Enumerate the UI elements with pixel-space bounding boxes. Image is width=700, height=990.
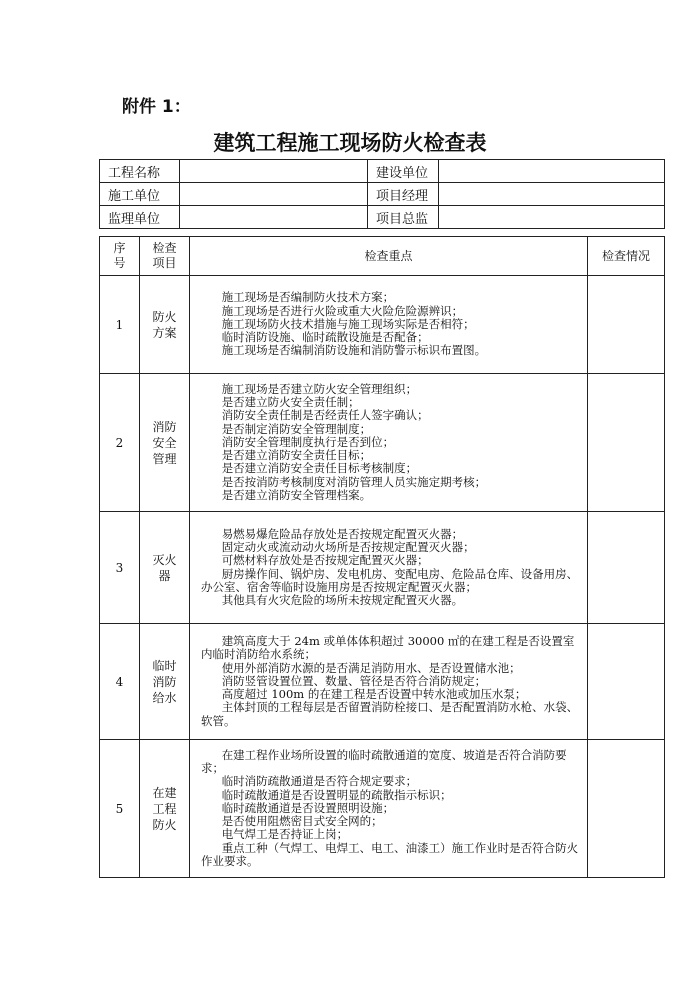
check-point: 临时消防设施、临时疏散设施是否配备； (221, 330, 429, 345)
table-row (100, 624, 665, 740)
check-point: 电气焊工是否持证上岗； (221, 827, 349, 842)
project-director-label: 项目总监 (368, 206, 439, 229)
check-point: 消防竖管设置位置、数量、管径是否符合消防规定； (221, 673, 487, 688)
attachment-label: 附件 1： (122, 97, 191, 117)
col-points-header: 检查重点 (190, 237, 588, 276)
table-row (100, 512, 665, 624)
check-point: 临时消防疏散通道是否符合规定要求； (221, 774, 418, 789)
supervise-unit-label: 监理单位 (100, 206, 180, 229)
table-row (100, 740, 665, 878)
check-point: 消防安全责任制是否经责任人签字确认； (221, 408, 429, 423)
page-title: 建筑工程施工现场防火检查表 (213, 131, 487, 155)
build-unit-value[interactable] (439, 160, 665, 183)
check-point: 施工现场是否编制防火技术方案； (221, 290, 395, 305)
check-point: 施工现场是否进行火险或重大火险危险源辨识； (221, 303, 464, 318)
row-number: 3 (100, 512, 140, 624)
check-point: 施工现场是否编制消防设施和消防警示标识布置图。 (221, 343, 487, 358)
row-points (190, 512, 588, 624)
check-point: 是否使用阻燃密目式安全网的； (221, 814, 383, 829)
row-points (190, 276, 588, 374)
row-number: 2 (100, 374, 140, 512)
project-name-value[interactable] (180, 160, 368, 183)
row-status[interactable] (588, 512, 665, 624)
row-item: 消防 安全 管理 (140, 374, 190, 512)
row-item: 防火 方案 (140, 276, 190, 374)
row-points (190, 624, 588, 740)
row-points (190, 374, 588, 512)
build-unit-label: 建设单位 (368, 160, 439, 183)
check-point: 临时疏散通道是否设置照明设施； (221, 800, 395, 815)
row-item: 灭火 器 (140, 512, 190, 624)
check-point: 消防安全管理制度执行是否到位； (221, 434, 395, 449)
project-manager-value[interactable] (439, 183, 665, 206)
row-item: 在建 工程 防火 (140, 740, 190, 878)
check-point: 是否建立消防安全管理档案。 (221, 487, 372, 502)
col-item-header: 检查 项目 (140, 237, 190, 276)
check-point: 是否建立防火安全责任制； (221, 395, 360, 410)
col-status-header: 检查情况 (588, 237, 665, 276)
row-number: 1 (100, 276, 140, 374)
row-item: 临时 消防 给水 (140, 624, 190, 740)
check-point: 建筑高度大于 24m 或单体体积超过 30000 ㎡的在建工程是否设置室内临时消防给水系统； (201, 634, 575, 662)
info-table (99, 159, 665, 229)
check-point: 重点工种（气焊工、电焊工、电工、油漆工）施工作业时是否符合防火作业要求。 (201, 840, 579, 868)
check-point: 是否制定消防安全管理制度； (221, 421, 372, 436)
check-point: 固定动火或流动动火场所是否按规定配置灭火器； (221, 540, 475, 555)
inspection-table (99, 236, 665, 878)
check-point: 在建工程作业场所设置的临时疏散通道的宽度、坡道是否符合消防要求； (201, 748, 567, 776)
check-point: 是否按消防考核制度对消防管理人员实施定期考核； (221, 474, 487, 489)
check-point: 临时疏散通道是否设置明显的疏散指示标识； (221, 787, 452, 802)
check-point: 使用外部消防水源的是否满足消防用水、是否设置储水池； (221, 660, 521, 675)
construct-unit-value[interactable] (180, 183, 368, 206)
construct-unit-label: 施工单位 (100, 183, 180, 206)
project-name-label: 工程名称 (100, 160, 180, 183)
check-point: 高度超过 100m 的在建工程是否设置中转水池或加压水泵； (221, 687, 527, 702)
table-row (100, 276, 665, 374)
supervise-unit-value[interactable] (180, 206, 368, 229)
row-number: 4 (100, 624, 140, 740)
check-point: 施工现场是否建立防火安全管理组织； (221, 382, 418, 397)
check-point: 其他具有火灾危险的场所未按规定配置灭火器。 (221, 592, 464, 607)
check-point: 是否建立消防安全责任目标考核制度； (221, 461, 418, 476)
row-status[interactable] (588, 740, 665, 878)
check-point: 易燃易爆危险品存放处是否按规定配置灭火器； (221, 526, 464, 541)
project-director-value[interactable] (439, 206, 665, 229)
check-point: 施工现场防火技术措施与施工现场实际是否相符； (221, 316, 475, 331)
row-status[interactable] (588, 276, 665, 374)
row-number: 5 (100, 740, 140, 878)
check-point: 可燃材料存放处是否按规定配置灭火器； (221, 553, 429, 568)
project-manager-label: 项目经理 (368, 183, 439, 206)
check-point: 是否建立消防安全责任目标； (221, 448, 372, 463)
col-no-header: 序 号 (100, 237, 140, 276)
check-point: 主体封顶的工程每层是否留置消防栓接口、是否配置消防水枪、水袋、软管。 (201, 700, 579, 728)
row-status[interactable] (588, 624, 665, 740)
check-point: 厨房操作间、锅炉房、发电机房、变配电房、危险品仓库、设备用房、办公室、宿舍等临时设施用房是否按规定配置灭火器； (201, 566, 579, 594)
row-points (190, 740, 588, 878)
row-status[interactable] (588, 374, 665, 512)
table-row (100, 374, 665, 512)
